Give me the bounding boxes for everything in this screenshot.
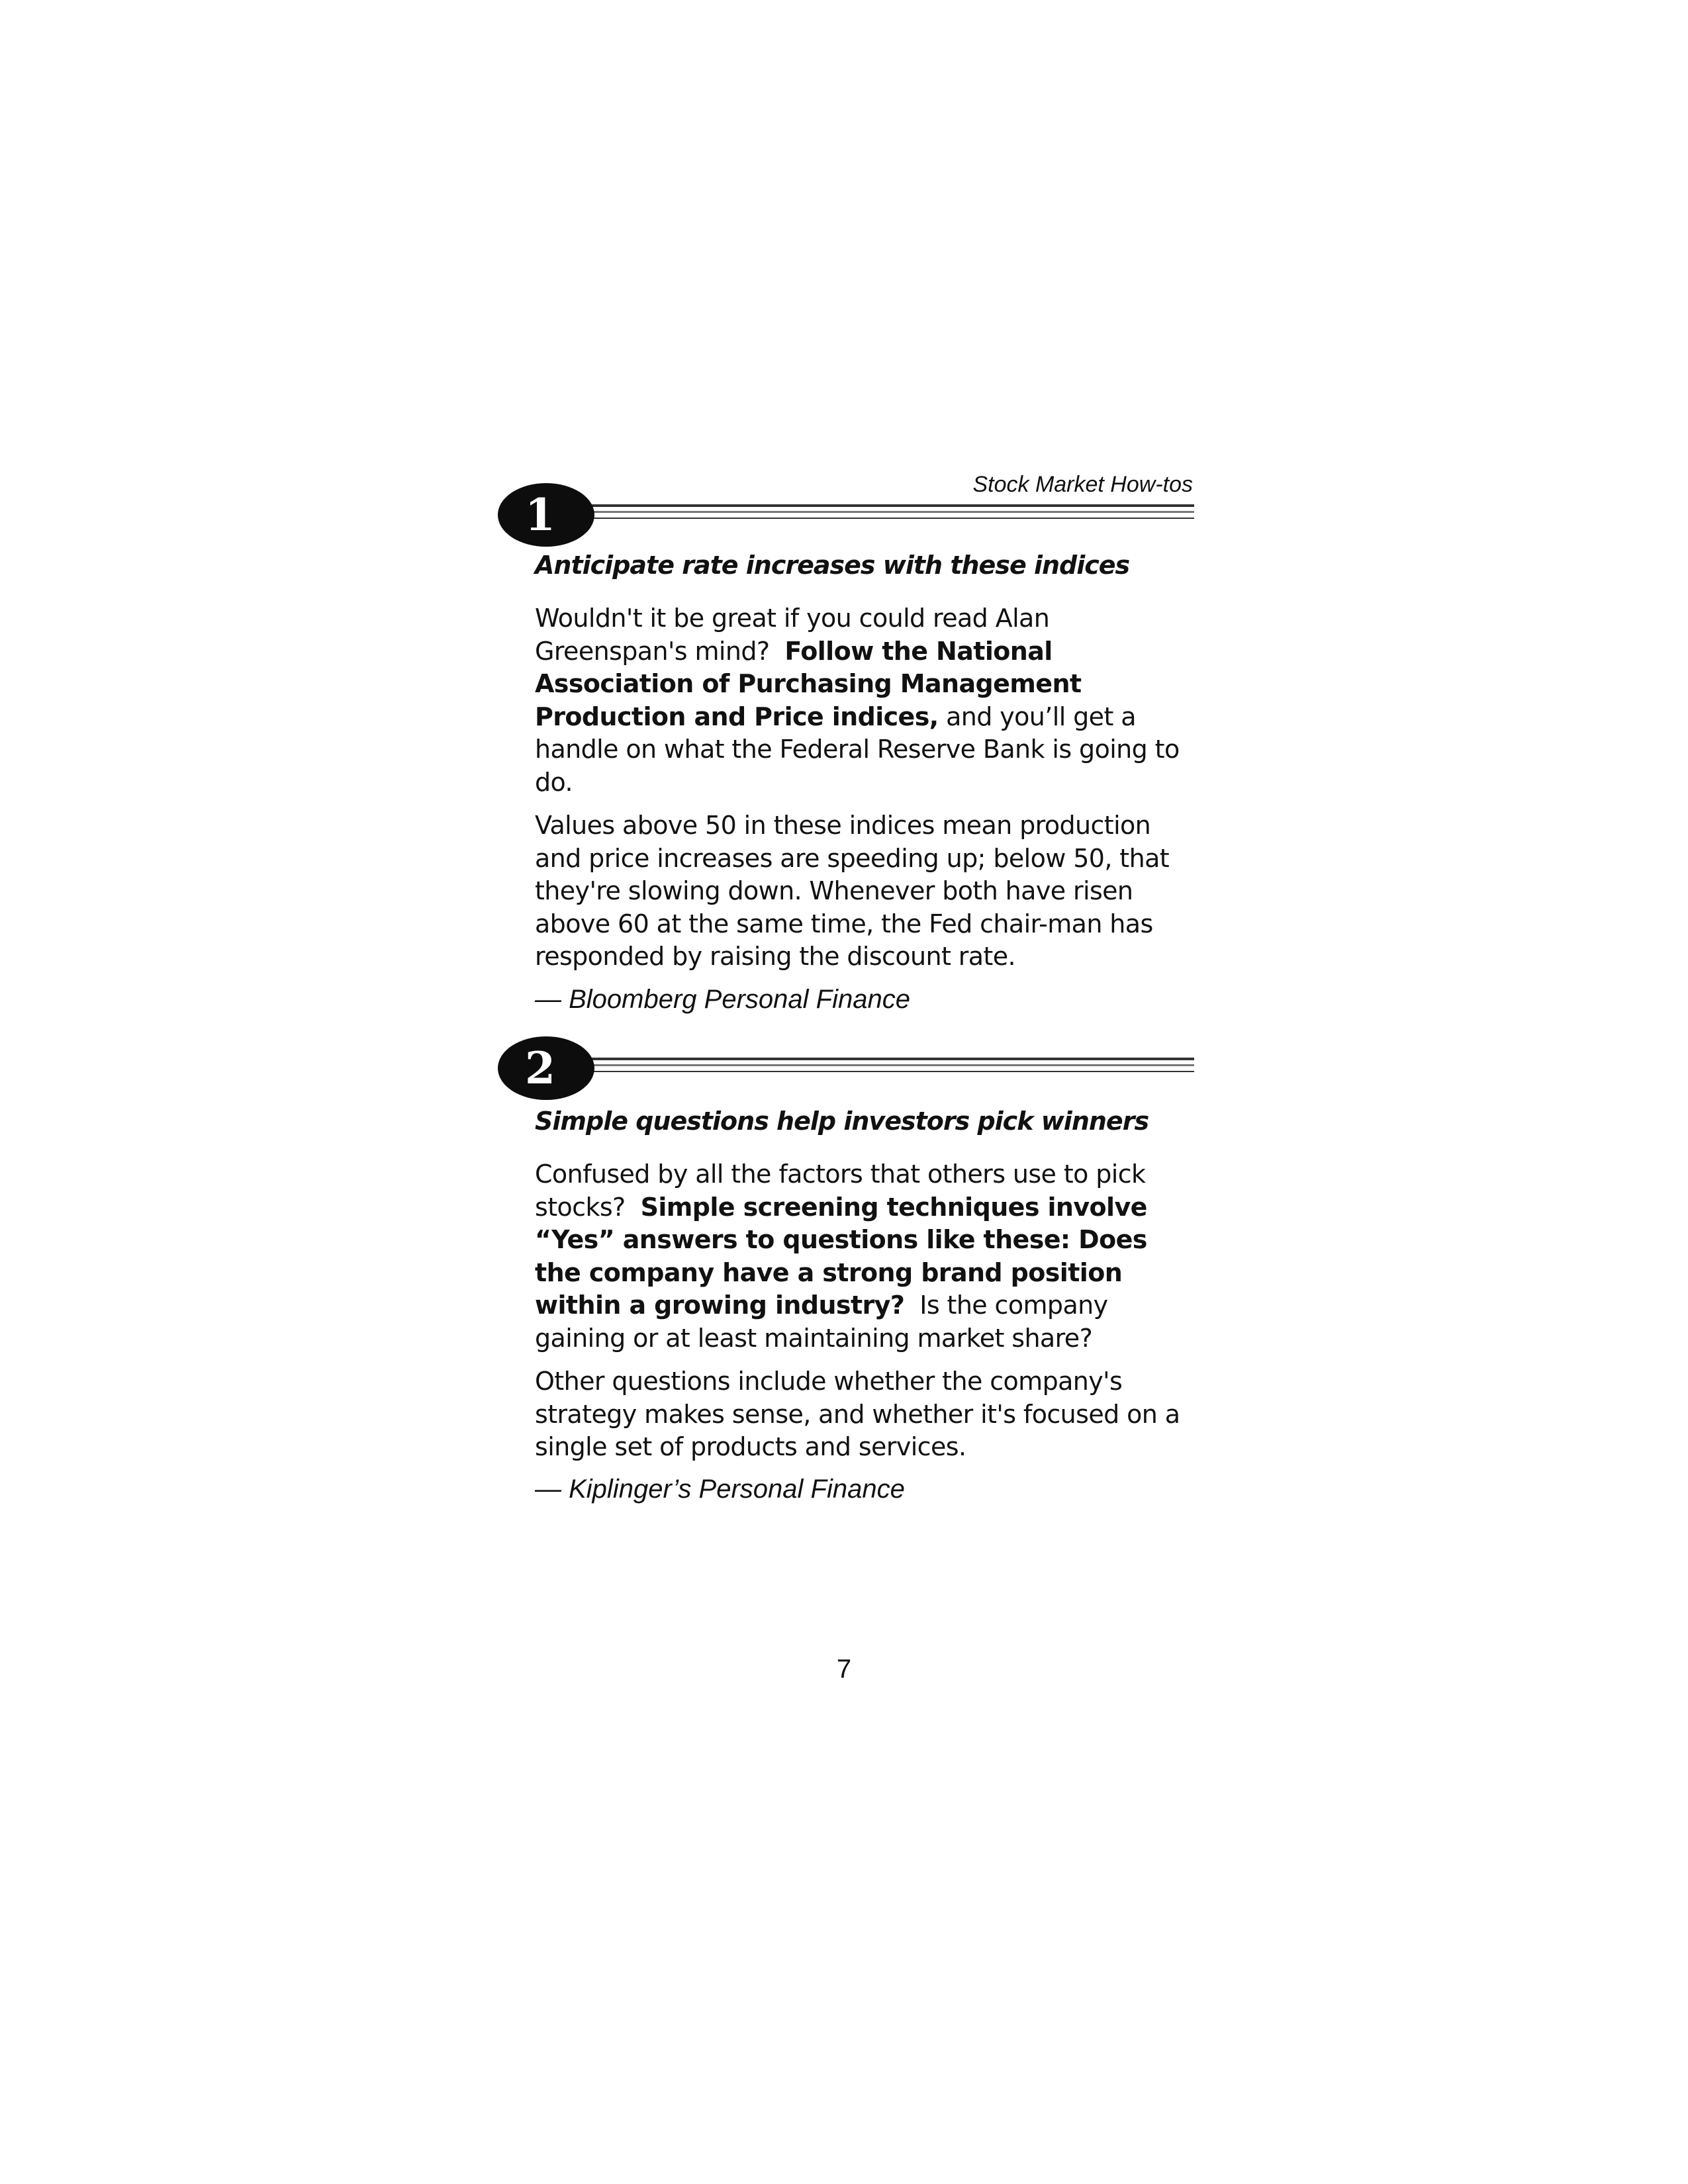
- tip-2-bold-text: Simple screening techniques involve “Yes” answers to questions like these: Does the company have a strong brand position within a growing industry?: [535, 1192, 1147, 1320]
- tip-2-paragraph-1: [535, 1158, 1197, 1355]
- tip-1-source: — Bloomberg Personal Finance: [535, 985, 910, 1014]
- tip-1-header: [498, 483, 1194, 547]
- header-rule: [561, 511, 1194, 513]
- tip-1-title: Anticipate rate increases with these indices: [535, 551, 1130, 580]
- header-rule: [561, 518, 1194, 519]
- tip-1-paragraph-1: [535, 602, 1197, 799]
- tip-1-intro-text: Wouldn't it be great if you could read Alan Greenspan's mind?: [535, 604, 1050, 666]
- tip-2-header: [498, 1036, 1194, 1100]
- tip-1-closing-text: and you’ll get a handle on what the Federal Reserve Bank is going to do.: [535, 702, 1180, 797]
- tip-number-badge: 2: [498, 1036, 594, 1100]
- tip-2-paragraph-2: Other questions include whether the company's strategy makes sense, and whether it's focused on a single set of products and services.: [535, 1367, 1180, 1461]
- tip-2-body: [535, 1158, 1197, 1475]
- tip-2-source: — Kiplinger’s Personal Finance: [535, 1475, 905, 1504]
- header-rule: [561, 1071, 1194, 1072]
- tip-2-closing-text: Is the company gaining or at least maintaining market share?: [535, 1291, 1108, 1353]
- tip-2-title: Simple questions help investors pick winners: [535, 1107, 1149, 1136]
- header-rule: [561, 1064, 1194, 1066]
- tip-1-body: [535, 602, 1197, 984]
- tip-number-badge: 1: [498, 483, 594, 547]
- running-head: Stock Market How-tos: [972, 472, 1193, 497]
- header-rule: [561, 504, 1194, 507]
- tip-2-intro-text: Confused by all the factors that others use to pick stocks?: [535, 1160, 1146, 1222]
- tip-1-bold-text: Follow the National Association of Purchasing Management Production and Price indices,: [535, 636, 1082, 731]
- header-rule: [561, 1058, 1194, 1060]
- tip-1-paragraph-2: Values above 50 in these indices mean production and price increases are speeding up; below 50, that they're slowing down. Whenever both have risen above 60 at the same time, the Fed chair-man has responded by raising the discount rate.: [535, 811, 1170, 971]
- page-number: 7: [836, 1655, 852, 1684]
